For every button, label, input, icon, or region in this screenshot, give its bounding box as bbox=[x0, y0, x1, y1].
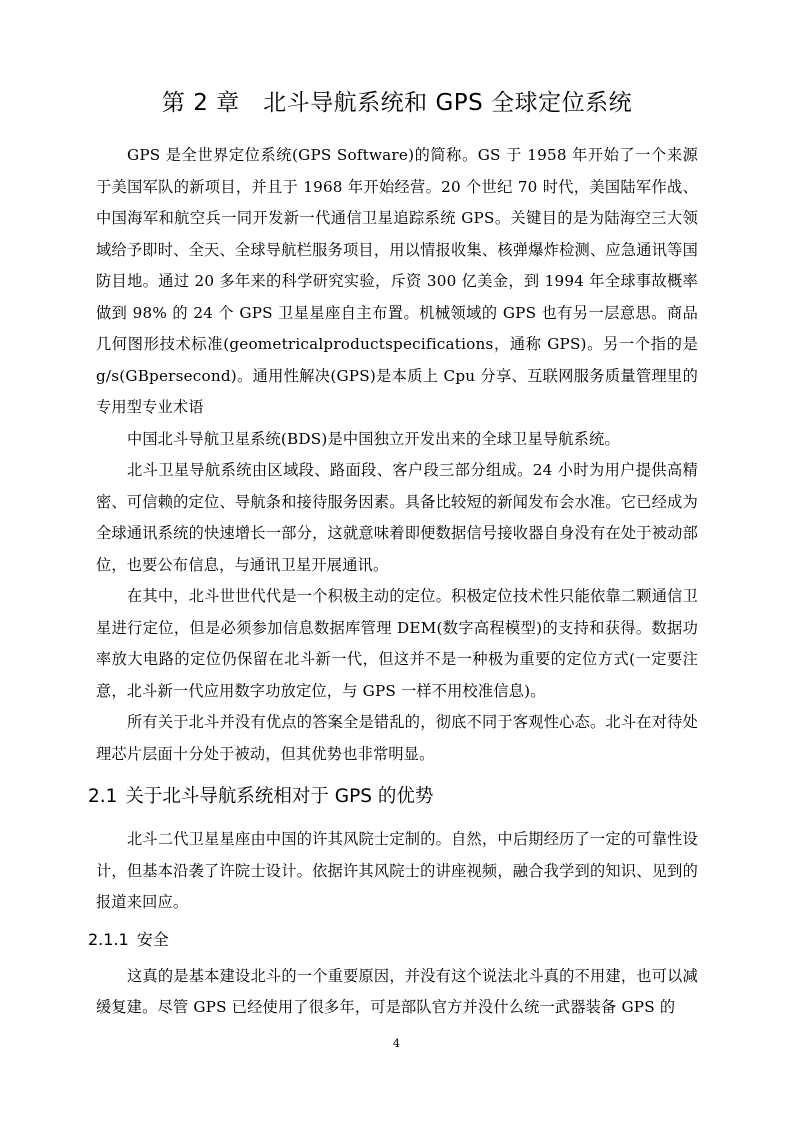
section-number: 2.1 bbox=[88, 786, 118, 807]
subsection-title: 安全 bbox=[136, 929, 169, 949]
body-paragraph: 中国北斗导航卫星系统(BDS)是中国独立开发出来的全球卫星导航系统。 bbox=[127, 429, 620, 448]
section-paragraph: 北斗二代卫星星座由中国的许其风院士定制的。自然，中后期经历了一定的可靠性设计，但基本沿袭了许院士设计。依据许其风院士的讲座视频，融合我学到的知识、见到的报道来回应。 bbox=[96, 830, 698, 911]
section-heading bbox=[88, 780, 698, 814]
subsection-paragraph: 这真的是基本建设北斗的一个重要原因，并没有这个说法北斗真的不用建，也可以减缓复建。尽管 GPS 已经使用了很多年，可是部队官方并没什么统一武器装备 GPS 的 bbox=[96, 966, 698, 1016]
body-paragraph: GPS 是全世界定位系统(GPS Software)的简称。GS 于 1958 年开始了一个来源于美国军队的新项目，并且于 1968 年开始经营。20 个世纪 70 时代，美国陆军作战、中国海军和航空兵一同开发新一代通信卫星追踪系统 GPS。关键目的是为陆海空三大领域给予即时、全天、全球导航栏服务项目，用以情报收集、核弹爆炸检测、应急通讯等国防目地。通过 20 多年来的科学研究实验，斥资 300 亿美金，到 1994 年全球事故概率做到 98% 的 24 个 GPS 卫星星座自主布置。机械领域的 GPS 也有另一层意思。商品几何图形技术标准(geometricalproductspecifications，通称 GPS)。另一个指的是 g/s(GBpersecond)。通用性解决(GPS)是本质上 Cpu 分享、互联网服务质量管理里的专用型专业术语 bbox=[96, 146, 698, 416]
document-page bbox=[88, 86, 698, 1024]
body-paragraph: 北斗卫星导航系统由区域段、路面段、客户段三部分组成。24 小时为用户提供高精密、可信赖的定位、导航条和接待服务因素。具备比较短的新闻发布会水准。它已经成为全球通讯系统的快速增长一部分，这就意味着即便数据信号接收器自身没有在处于被动部位，也要公布信息，与通讯卫星开展通讯。 bbox=[96, 461, 698, 574]
subsection-number: 2.1.1 bbox=[88, 929, 129, 949]
section-title: 关于北斗导航系统相对于 GPS 的优势 bbox=[125, 786, 434, 807]
body-paragraph: 所有关于北斗并没有优点的答案全是错乱的，彻底不同于客观性心态。北斗在对待处理芯片层面十分处于被动，但其优势也非常明显。 bbox=[96, 713, 698, 763]
page-number: 4 bbox=[393, 1037, 400, 1050]
subsection-heading bbox=[88, 925, 698, 955]
chapter-title: 第 2 章 北斗导航系统和 GPS 全球定位系统 bbox=[161, 90, 633, 116]
body-paragraph: 在其中，北斗世世代代是一个积极主动的定位。积极定位技术性只能依靠二颗通信卫星进行定位，但是必须参加信息数据库管理 DEM(数字高程模型)的支持和获得。数据功率放大电路的定位仍保留在北斗新一代，但这并不是一种极为重要的定位方式(一定要注意，北斗新一代应用数字功放定位，与 GPS 一样不用校准信息)。 bbox=[96, 587, 698, 700]
